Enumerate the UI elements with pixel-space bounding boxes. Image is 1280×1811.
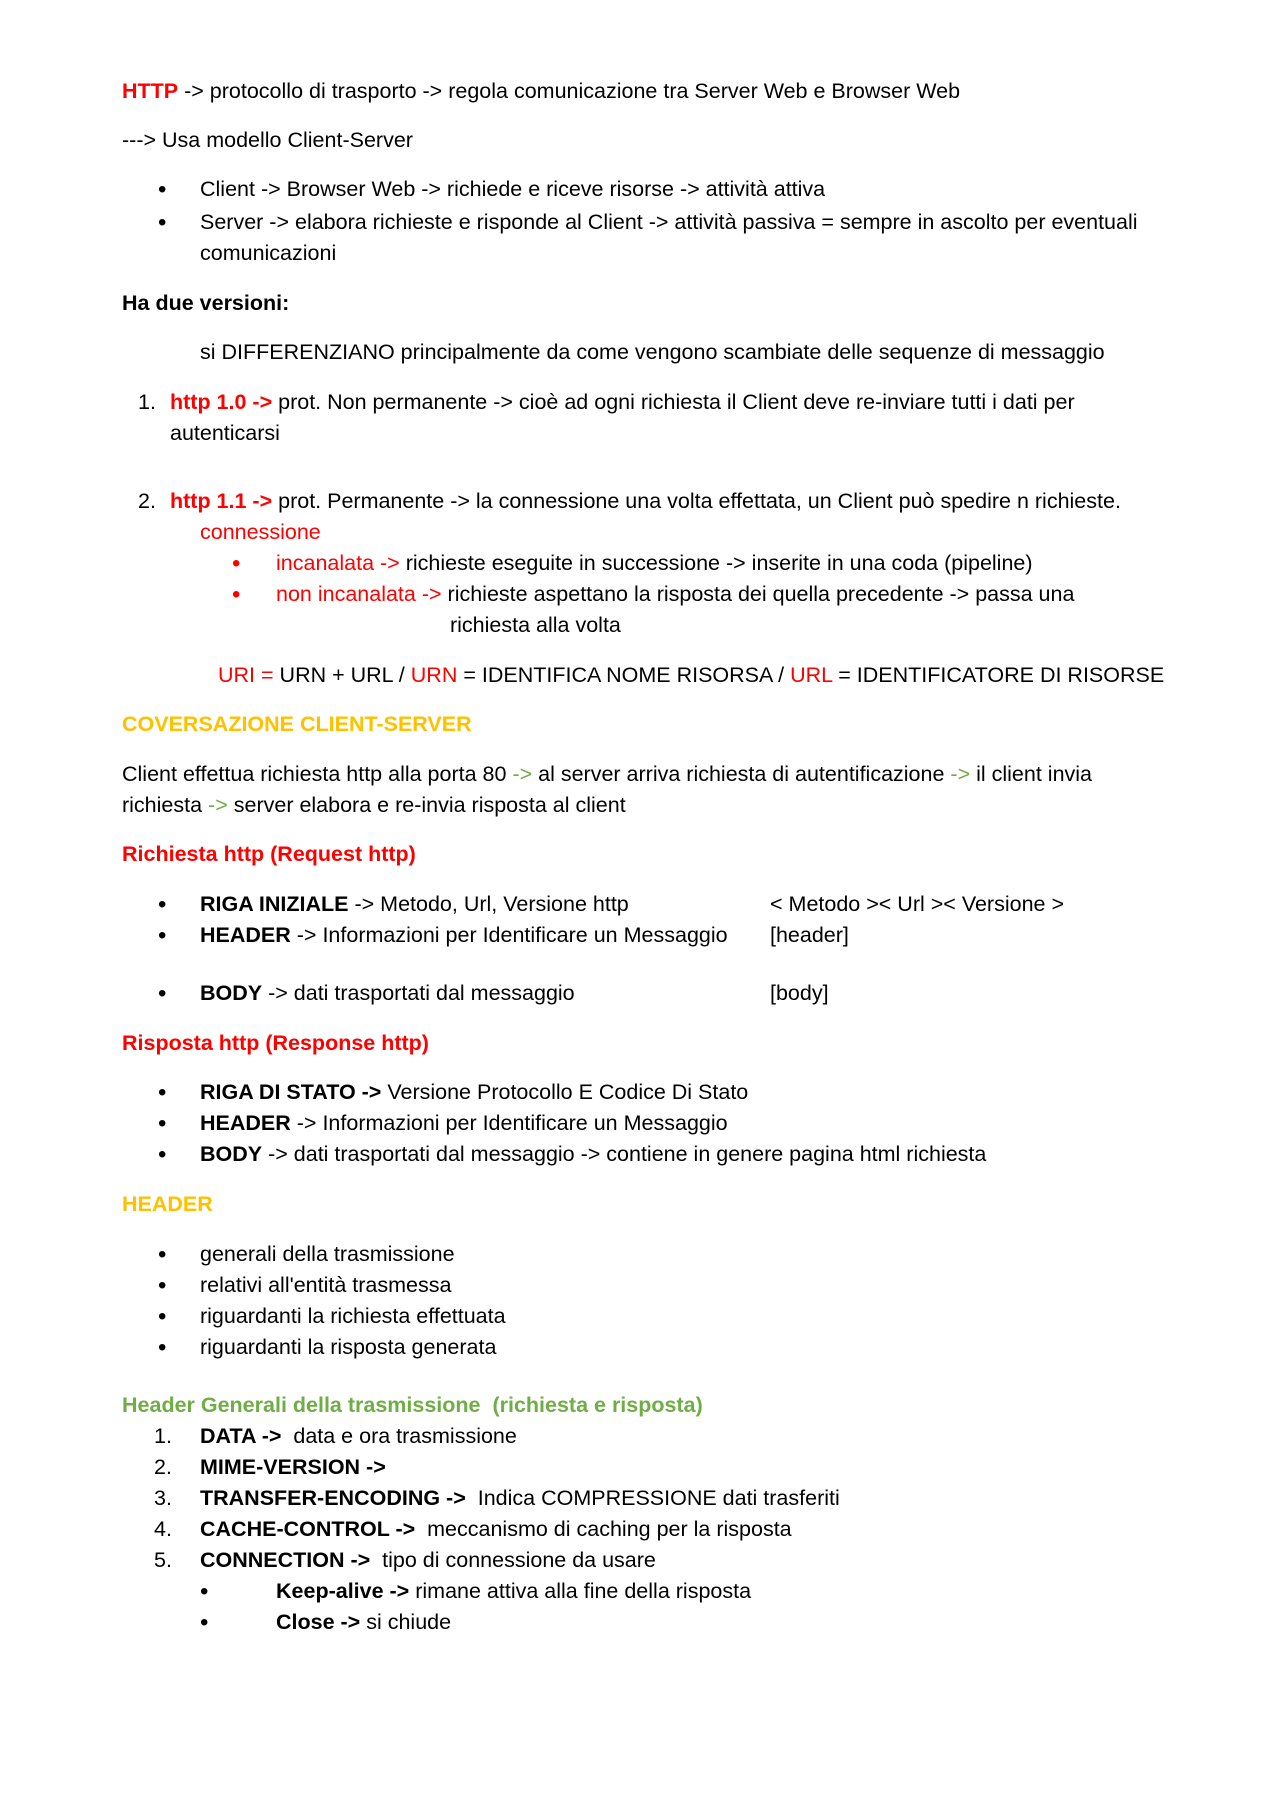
subtitle-text: si DIFFERENZIANO principalmente da come vengono scambiate delle sequenze di messaggio: [200, 340, 1105, 364]
version-text: autenticarsi: [170, 421, 280, 445]
list-item: [122, 920, 1162, 951]
list-number: 2.: [154, 1455, 172, 1479]
arrow: ->: [208, 793, 228, 817]
heading-text: Richiesta http (Request http): [122, 842, 416, 866]
list-number: 3.: [154, 1486, 172, 1510]
item-text: Indica COMPRESSIONE dati trasferiti: [465, 1486, 840, 1510]
connection-label: [122, 517, 1162, 548]
model-line: [122, 125, 1162, 156]
list-item: [122, 1270, 1162, 1301]
item-text: richiesta alla volta: [450, 613, 621, 637]
bullet-text: comunicazioni: [200, 241, 337, 265]
bullet-icon: •: [158, 922, 167, 949]
list-item: [122, 548, 1162, 579]
list-item: [122, 1452, 1162, 1483]
url-text: = IDENTIFICATORE DI RISORSE: [832, 663, 1165, 687]
urn-text: = IDENTIFICA NOME RISORSA /: [457, 663, 791, 687]
list-item: [122, 207, 1162, 238]
item-label: TRANSFER-ENCODING ->: [200, 1486, 466, 1510]
bullet-icon: •: [158, 891, 167, 918]
item-text: generali della trasmissione: [200, 1242, 455, 1266]
conversation-heading: [122, 709, 1162, 740]
bullet-icon: •: [158, 1079, 167, 1106]
version-label: http 1.0 ->: [170, 390, 273, 414]
item-text: data e ora trasmissione: [281, 1424, 517, 1448]
bullet-icon: •: [232, 550, 241, 577]
item-text: -> Informazioni per Identificare un Messaggio: [290, 923, 728, 947]
heading-text: Ha due versioni:: [122, 291, 290, 315]
document-page: [122, 76, 1165, 1636]
item-text: relativi all'entità trasmessa: [200, 1273, 452, 1297]
item-label: BODY: [200, 981, 263, 1005]
version-label: http 1.1 ->: [170, 489, 273, 513]
list-number: 2.: [138, 489, 156, 513]
version-text: prot. Non permanente -> cioè ad ogni richiesta il Client deve re-inviare tutti i dati per: [272, 390, 1075, 414]
list-item: [122, 1545, 1162, 1576]
item-text: tipo di connessione da usare: [370, 1548, 656, 1572]
uri-line: [122, 660, 1165, 691]
version-item: [122, 486, 1162, 517]
list-item: [122, 1576, 1162, 1607]
list-item: [122, 1108, 1162, 1139]
list-item: [122, 174, 1162, 205]
list-number: 5.: [154, 1548, 172, 1572]
list-item: [122, 1483, 1162, 1514]
intro-line: [122, 76, 1162, 107]
item-label: RIGA INIZIALE: [200, 892, 349, 916]
bullet-text: Client -> Browser Web -> richiede e riceve risorse -> attività attiva: [200, 177, 826, 201]
list-item: [122, 978, 1162, 1009]
list-number: 1.: [138, 390, 156, 414]
item-label: CACHE-CONTROL ->: [200, 1517, 416, 1541]
list-item-continuation: [122, 238, 1162, 269]
list-item: [122, 1607, 1162, 1638]
bullet-icon: •: [158, 1141, 167, 1168]
request-heading: [122, 839, 1162, 870]
list-item: [122, 1077, 1162, 1108]
item-text: -> Informazioni per Identificare un Messaggio: [290, 1111, 728, 1135]
list-item: [122, 579, 1162, 610]
bullet-icon: •: [232, 581, 241, 608]
response-heading: [122, 1028, 1162, 1059]
bullet-icon: •: [158, 1241, 167, 1268]
item-text: meccanismo di caching per la risposta: [415, 1517, 792, 1541]
item-label: HEADER: [200, 1111, 291, 1135]
bullet-icon: •: [158, 1334, 167, 1361]
bullet-icon: •: [200, 1609, 209, 1636]
version-item: [122, 387, 1162, 418]
item-text: riguardanti la risposta generata: [200, 1335, 497, 1359]
item-format: [header]: [770, 923, 849, 947]
list-item: [122, 1421, 1162, 1452]
item-label: Close ->: [276, 1610, 361, 1634]
item-text: richieste eseguite in successione -> inserite in una coda (pipeline): [399, 551, 1033, 575]
item-label: non incanalata ->: [276, 582, 442, 606]
item-label: RIGA DI STATO ->: [200, 1080, 382, 1104]
heading-text: COVERSAZIONE CLIENT-SERVER: [122, 712, 472, 736]
bullet-text: Server -> elabora richieste e risponde al Client -> attività passiva = sempre in ascolto per eventuali: [200, 210, 1138, 234]
versions-heading: [122, 288, 1162, 319]
list-item: [122, 1514, 1162, 1545]
version-text: prot. Permanente -> la connessione una volta effettata, un Client può spedire n richieste.: [272, 489, 1121, 513]
bullet-icon: •: [158, 176, 167, 203]
list-item: [122, 1239, 1162, 1270]
item-label: incanalata ->: [276, 551, 400, 575]
bullet-icon: •: [158, 209, 167, 236]
item-format: < Metodo >< Url >< Versione >: [770, 892, 1065, 916]
item-text: -> Metodo, Url, Versione http: [348, 892, 629, 916]
item-label: BODY: [200, 1142, 263, 1166]
paragraph-text: il client invia: [970, 762, 1093, 786]
paragraph-text: richiesta: [122, 793, 209, 817]
intro-text: -> protocollo di trasporto -> regola comunicazione tra Server Web e Browser Web: [178, 79, 961, 103]
list-number: 4.: [154, 1517, 172, 1541]
http-label: HTTP: [122, 79, 179, 103]
uri-label: URI =: [218, 663, 274, 687]
model-text: ---> Usa modello Client-Server: [122, 128, 413, 152]
item-text: richieste aspettano la risposta dei quella precedente -> passa una: [441, 582, 1075, 606]
item-text: riguardanti la richiesta effettuata: [200, 1304, 506, 1328]
paragraph-text: server elabora e re-invia risposta al client: [227, 793, 626, 817]
item-text: -> dati trasportati dal messaggio -> contiene in genere pagina html richiesta: [262, 1142, 987, 1166]
heading-text: Risposta http (Response http): [122, 1031, 429, 1055]
item-text: -> dati trasportati dal messaggio: [262, 981, 575, 1005]
conversation-paragraph: [122, 759, 1162, 790]
bullet-icon: •: [158, 1303, 167, 1330]
item-text: Versione Protocollo E Codice Di Stato: [381, 1080, 749, 1104]
item-label: Keep-alive ->: [276, 1579, 410, 1603]
bullet-icon: •: [158, 1272, 167, 1299]
item-label: DATA ->: [200, 1424, 282, 1448]
urn-label: URN: [410, 663, 458, 687]
versions-subtitle: [122, 337, 1162, 368]
general-headers-heading: [122, 1390, 1162, 1421]
arrow: ->: [512, 762, 533, 786]
url-label: URL: [790, 663, 833, 687]
item-format: [body]: [770, 981, 829, 1005]
item-text: si chiude: [360, 1610, 452, 1634]
bullet-icon: •: [158, 980, 167, 1007]
version-item-continuation: [122, 418, 1162, 449]
list-item: [122, 1139, 1162, 1170]
header-heading: [122, 1189, 1162, 1220]
heading-text: Header Generali della trasmissione (richiesta e risposta): [122, 1393, 703, 1417]
item-text: rimane attiva alla fine della risposta: [409, 1579, 752, 1603]
item-label: HEADER: [200, 923, 291, 947]
connection-text: connessione: [200, 520, 321, 544]
heading-text: HEADER: [122, 1192, 213, 1216]
paragraph-text: al server arriva richiesta di autentificazione: [532, 762, 951, 786]
conversation-paragraph: [122, 790, 1162, 821]
list-item: [122, 1332, 1162, 1363]
bullet-icon: •: [200, 1578, 209, 1605]
list-number: 1.: [154, 1424, 172, 1448]
uri-text: URN + URL /: [273, 663, 411, 687]
arrow: ->: [950, 762, 971, 786]
list-item: [122, 1301, 1162, 1332]
list-item: [122, 889, 1162, 920]
paragraph-text: Client effettua richiesta http alla porta 80: [122, 762, 513, 786]
item-label: CONNECTION ->: [200, 1548, 371, 1572]
item-label: MIME-VERSION ->: [200, 1455, 386, 1479]
list-item-continuation: [122, 610, 1162, 641]
bullet-icon: •: [158, 1110, 167, 1137]
